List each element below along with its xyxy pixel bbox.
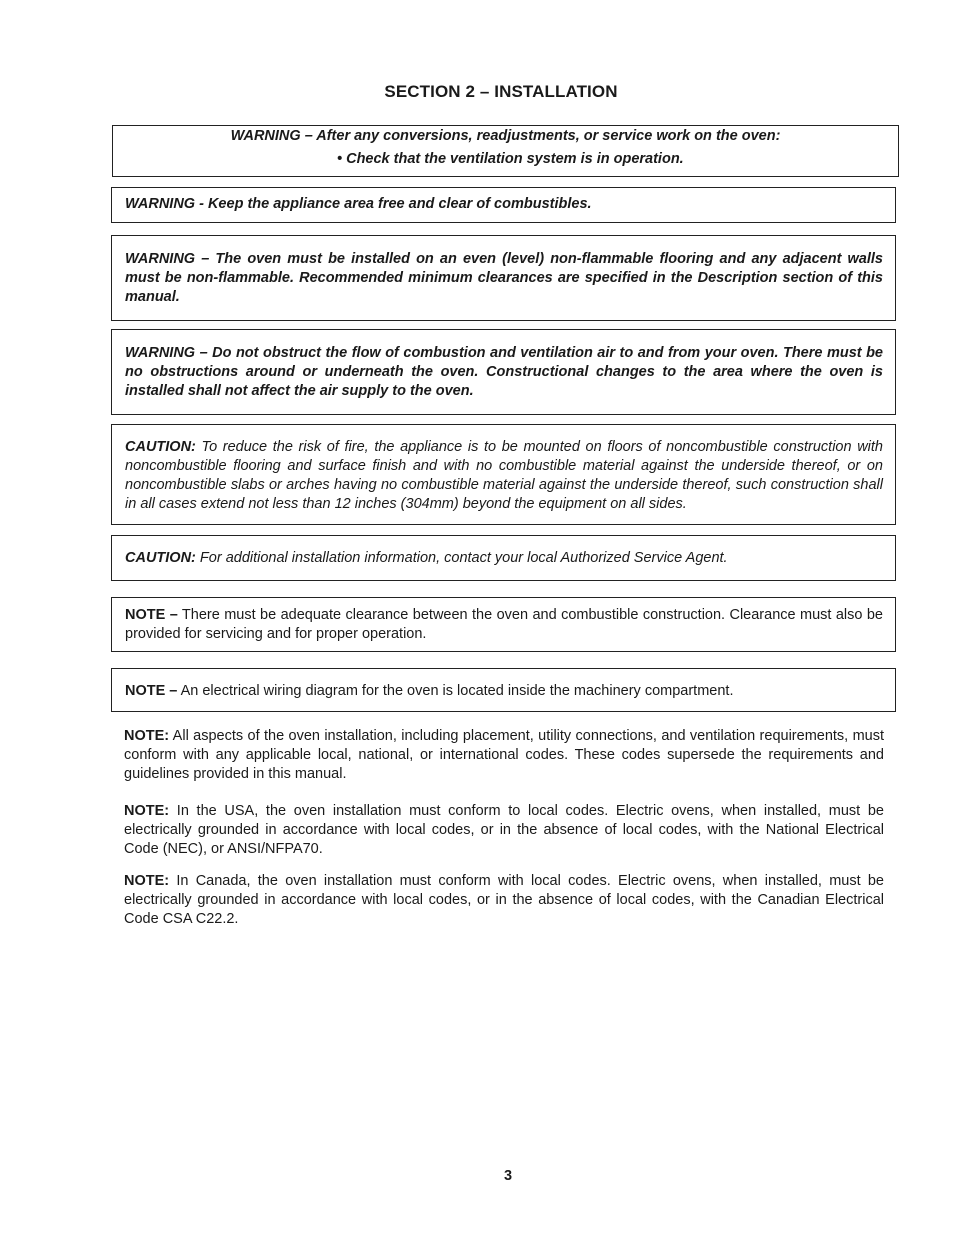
note-canada-label: NOTE: [124,873,170,889]
caution-box-service [111,535,896,581]
warning-box-flooring [111,235,896,321]
section-title: SECTION 2 – INSTALLATION [384,82,618,101]
caution-fire-text: To reduce the risk of fire, the appliance is to be mounted on floors of noncombustible construction with noncombustible flooring and surface finish and with no combustible material against the underside thereof, or on noncombustible slabs or arches having no combustible material against the underside thereof, such construction shall in all cases extend not less than 12 inches (304mm) beyond the equipment on all sides. [125,439,883,512]
note-box-wiring [111,668,896,712]
note-codes-text: All aspects of the oven installation, including placement, utility connections, and ventilation requirements, must conform with any applicable local, national, or international codes. These codes supersede the requirements and guidelines provided in this manual. [124,728,884,782]
page-number: 3 [503,1168,513,1184]
warning-conversion-bullet: • Check that the ventilation system is in operation. [337,151,684,167]
warning-box-combustibles [111,187,896,223]
note-box-clearance [111,597,896,652]
caution-service-paragraph [112,536,895,568]
note-clearance-paragraph [112,598,895,644]
note-wiring-text: An electrical wiring diagram for the oven is located inside the machinery compartment. [177,683,734,699]
note-codes [124,727,884,784]
note-codes-label: NOTE: [124,728,170,744]
warning-box-airflow [111,329,896,415]
note-wiring-label: NOTE – [125,683,178,699]
note-usa-text: In the USA, the oven installation must conform to local codes. Electric ovens, when installed, must be electrically grounded in accordance with local codes, or in the absence of local codes, with the National Electrical Code (NEC), or ANSI/NFPA70. [124,803,884,857]
caution-fire-paragraph [112,425,895,514]
warning-combustibles-text: WARNING - Keep the appliance area free and clear of combustibles. [125,196,592,212]
note-clearance-label: NOTE – [125,607,178,623]
caution-service-text: For additional installation information, contact your local Authorized Service Agent. [195,550,728,566]
warning-conversion-text: WARNING – After any conversions, readjustments, or service work on the oven: [230,128,781,144]
note-wiring-paragraph [112,669,895,701]
warning-box-conversion [112,125,899,177]
note-canada-text: In Canada, the oven installation must conform with local codes. Electric ovens, when installed, must be electrically grounded in accordance with local codes, or in the absence of local codes, with the Canadian Electrical Code CSA C22.2. [124,873,884,927]
warning-flooring-text: WARNING – The oven must be installed on an even (level) non-flammable flooring and any adjacent walls must be non-flammable. Recommended minimum clearances are specified in the Description section of this manual. [125,251,883,305]
caution-box-fire [111,424,896,525]
warning-airflow-text: WARNING – Do not obstruct the flow of combustion and ventilation air to and from your oven. There must be no obstructions around or underneath the oven. Constructional changes to the area where the oven is installed shall not affect the air supply to the oven. [125,345,883,399]
note-usa [124,802,884,859]
caution-service-label: CAUTION: [125,550,196,566]
note-canada [124,872,884,929]
caution-fire-label: CAUTION: [125,439,196,455]
note-clearance-text: There must be adequate clearance between the oven and combustible construction. Clearance must also be provided for servicing and for proper operation. [125,607,883,642]
note-usa-label: NOTE: [124,803,170,819]
